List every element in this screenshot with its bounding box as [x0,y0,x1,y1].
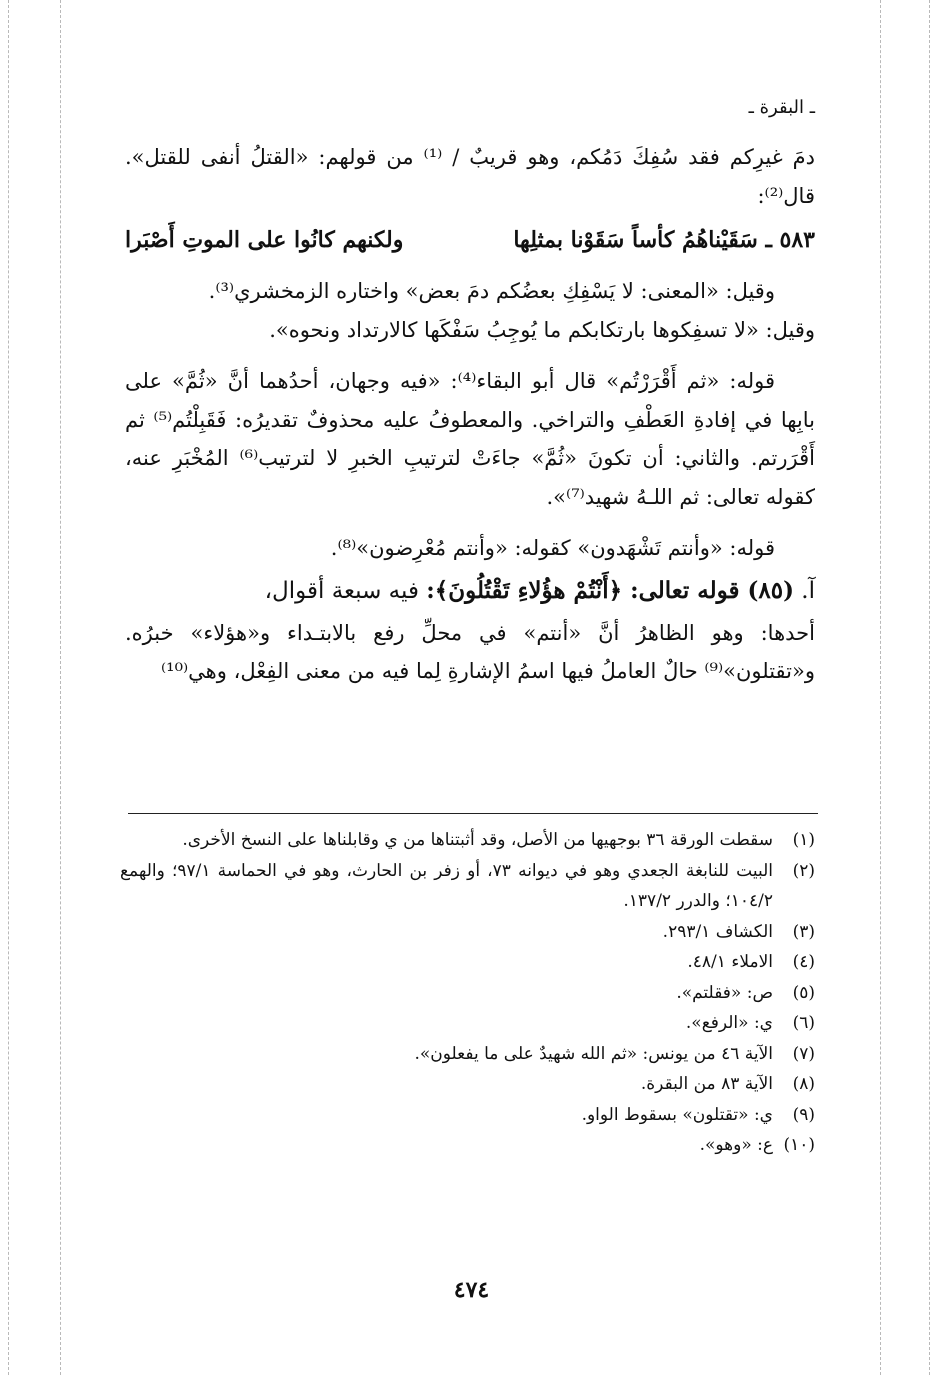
footnote [120,1069,815,1100]
footnote-number: (٤) [792,952,815,972]
footnote-number: (١) [792,830,815,850]
footnote [120,1130,815,1161]
section-heading-tail: فيه سبعة أقوال، [264,577,419,604]
footnote-text: الاملاء ٤٨/١. [687,952,773,972]
page-number: ٤٧٤ [453,1277,490,1303]
footnote [120,978,815,1009]
paragraph: وقيل: «المعنى: لا يَسْفِكِ بعضُكم دمَ بعض» واختاره الزمخشري⁽³⁾. [208,279,775,303]
footnote-number: (٣) [792,921,815,942]
main-text [125,138,815,691]
scan-border-line [8,0,9,1375]
footnote-text: الآية ٤٦ من يونس: «ثم الله شهيدٌ على ما يفعلون». [414,1043,773,1064]
footnote-divider [128,813,818,814]
footnote-text: الكشاف ٢٩٣/١. [662,921,773,942]
scan-border-line [929,0,930,1375]
footnote-number: (٦) [792,1013,815,1033]
footnote-text: ص: «فقلتم». [676,982,773,1003]
footnote [120,1008,815,1039]
poetry-verse [125,218,815,262]
running-header: ـ البقرة ـ [748,97,815,118]
verse-second-hemistich: ولكنهم كانُوا على الموتِ أَصْبَرا [125,227,404,253]
paragraph: دمَ غيرِكم فقد سُفِكَ دَمُكم، وهو قريبٌ / ⁽¹⁾ من قولهم: «القتلُ أنفى للقتل». قال⁽²⁾: [125,145,816,208]
footnote-number: (٧) [792,1043,815,1064]
paragraph: أحدها: وهو الظاهرُ أنَّ «أنتم» في محلِّ رفع بالابتـداء و«هؤلاء» خبرُه. و«تقتلون»⁽⁹⁾ حالٌ العاملُ فيها اسمُ الإشارةِ لِما فيه من معنى الفِعْل، وهي⁽¹⁰⁾ [125,620,815,683]
footnote-text: ع: «وهو». [699,1135,773,1155]
footnote-number: (٨) [792,1074,815,1094]
scan-border-line [880,0,881,1375]
section-line [125,568,815,614]
footnote [120,1100,815,1131]
footnote-text: ي: «الرفع». [685,1013,773,1033]
paragraph: قوله: «ثم أَقْرَرْتُم» قال أبو البقاء⁽⁴⁾: «فيه وجهان، أحدُهما أنَّ «ثُمَّ» على بابِها في إفادةِ العَطْفِ والتراخي. والمعطوفُ عليه محذوفٌ تقديرُه: فَقَبِلْتُم⁽⁵⁾ ثم أَقْرَرتم. والثاني: أن تكونَ «ثُمَّ» جاءَتْ لترتيبِ الخبرِ لا لترتيب⁽⁶⁾ المُخْبَرِ عنه، كقوله تعالى: ثم اللـهُ شهيد⁽⁷⁾». [125,369,815,509]
section-heading: (٨٥) قوله تعالى: ﴿أَنْتُمْ هؤُلاءِ تَقْتُلُونَ﴾: [426,576,794,604]
paragraph: قوله: «وأنتم تَشْهَدون» كقوله: «وأنتم مُعْرِضون»⁽⁸⁾. [330,536,775,560]
footnote [120,917,815,948]
footnote-text: سقطت الورقة ٣٦ بوجهيها من الأصل، وقد أثبتناها من ي وقابلناها على النسخ الأخرى. [182,830,773,850]
footnote [120,947,815,978]
scan-border-line [60,0,61,1375]
verse-first-hemistich: ٥٨٣ ـ سَقَيْناهُمُ كأساً سَقَوْنا بمثلِها [513,227,815,253]
footnote-text: الآية ٨٣ من البقرة. [640,1074,773,1094]
footnote-number: (١٠) [783,1135,815,1155]
footnote-number: (٢) [792,860,815,881]
footnote-number: (٥) [792,982,815,1003]
footnotes-list [120,825,815,1161]
footnote [120,856,815,917]
footnote [120,1039,815,1070]
section-marker: آ. [801,577,815,604]
footnote-number: (٩) [792,1104,815,1125]
footnote-text: البيت للنابغة الجعدي وهو في ديوانه ٧٣، أو زفر بن الحارث، وهو في الحماسة ٩٧/١؛ والهمع ١٠٤/٢؛ والدرر ١٣٧/٢. [120,860,773,911]
paragraph: وقيل: «لا تسفِكوها بارتكابكم ما يُوجِبُ سَفْكَها كالارتداد ونحوه». [269,317,815,342]
footnote-text: ي: «تقتلون» بسقوط الواو. [581,1104,773,1125]
footnote [120,825,815,856]
